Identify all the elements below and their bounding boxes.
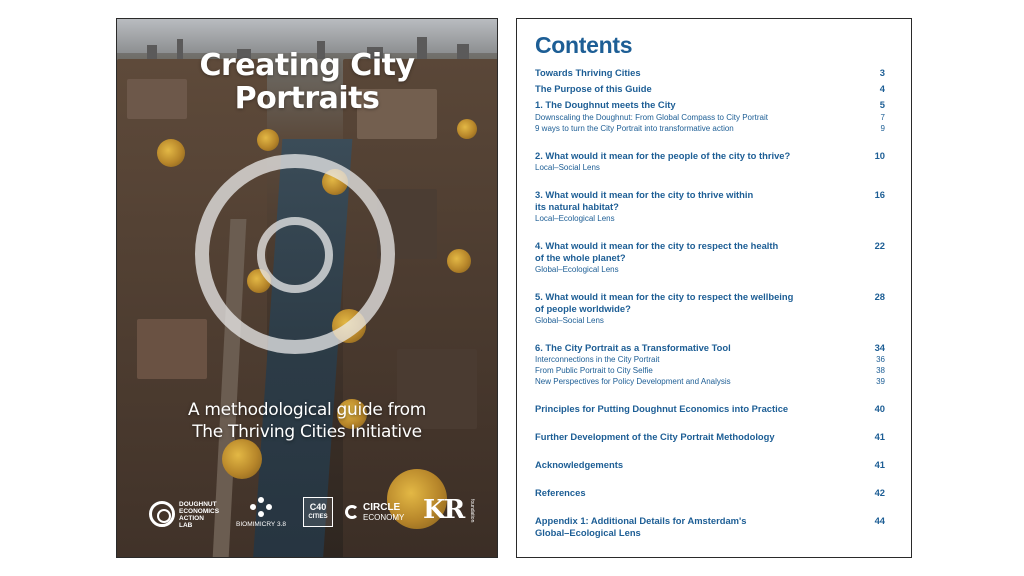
cover-tree	[157, 139, 185, 167]
cover-title	[117, 49, 497, 115]
toc-page-number: 7	[880, 113, 885, 122]
cover-page	[116, 18, 498, 558]
cover-subtitle-line: The Thriving Cities Initiative	[192, 422, 422, 442]
toc-entry-title-line: 6. The City Portrait as a Transformative Tool	[535, 342, 731, 353]
toc-subentry[interactable]	[535, 376, 885, 387]
cover-title-line: Creating City	[199, 48, 415, 83]
toc-subentry[interactable]	[535, 315, 885, 326]
toc-entry[interactable]	[535, 99, 885, 111]
toc-entry-title	[535, 112, 768, 123]
toc-entry-title	[535, 189, 753, 213]
toc-subentry[interactable]	[535, 264, 885, 275]
toc-page-number: 42	[874, 487, 885, 498]
logo-text: KR	[423, 495, 464, 525]
toc-page-number: 10	[874, 150, 885, 161]
contents-page	[516, 18, 912, 558]
cover-tree	[257, 129, 279, 151]
toc-entry-title	[535, 99, 676, 111]
logo-text: BIOMIMICRY 3.8	[236, 521, 286, 528]
toc-entry[interactable]	[535, 342, 885, 354]
toc-page-number: 16	[874, 189, 885, 200]
toc-page-number: 34	[874, 342, 885, 353]
toc-entry-title	[535, 162, 600, 173]
toc-page-number: 5	[879, 99, 885, 110]
toc-entry-title-line: of people worldwide?	[535, 303, 631, 314]
toc-entry-title	[535, 431, 775, 443]
toc-entry-title-line: 2. What would it mean for the people of the city to thrive?	[535, 150, 791, 161]
logo-text: ECONOMY	[363, 513, 405, 522]
cover-roof	[137, 319, 207, 379]
toc-page-number: 36	[876, 355, 885, 364]
toc-entry-title	[535, 354, 660, 365]
toc-entry-title-line: 5. What would it mean for the city to respect the wellbeing	[535, 291, 794, 302]
toc-page-number: 40	[874, 403, 885, 414]
c40-cities-logo	[303, 497, 333, 527]
toc-entry-title-line: Interconnections in the City Portrait	[535, 355, 660, 364]
toc-entry[interactable]	[535, 459, 885, 471]
toc-page-number: 22	[874, 240, 885, 251]
toc-entry-title-line: 3. What would it mean for the city to thrive within	[535, 189, 754, 200]
cover-subtitle-line: A methodological guide from	[187, 400, 427, 420]
toc-page-number: 4	[879, 83, 885, 94]
toc-entry-title-line: Principles for Putting Doughnut Economics into Practice	[535, 403, 789, 414]
toc-entry-title-line: its natural habitat?	[535, 201, 619, 212]
doughnut-logo-icon	[149, 501, 175, 527]
cover-tree	[457, 119, 477, 139]
cover-tree	[222, 439, 262, 479]
toc-entry-title	[535, 342, 731, 354]
toc-entry-title	[535, 240, 778, 264]
toc-entry[interactable]	[535, 189, 885, 213]
toc-entry-title	[535, 315, 604, 326]
contents-title: Contents	[535, 32, 633, 58]
toc-entry-title	[535, 487, 586, 499]
toc-entry-title-line: Further Development of the City Portrait Methodology	[535, 431, 775, 442]
toc-page-number: 3	[879, 67, 885, 78]
toc-entry-title-line: 1. The Doughnut meets the City	[535, 99, 676, 110]
toc-entry-title	[535, 376, 731, 387]
logo-text: CITIES	[308, 514, 328, 520]
doughnut-inner-ring-icon	[257, 217, 333, 293]
toc-entry-title	[535, 213, 615, 224]
logo-text: foundation	[469, 499, 475, 523]
logo-text: CIRCLE	[363, 502, 401, 513]
toc-entry-title-line: Global–Ecological Lens	[535, 265, 619, 274]
toc-page-number: 28	[874, 291, 885, 302]
cover-tree	[447, 249, 471, 273]
toc-entry-title-line: Local–Ecological Lens	[535, 214, 615, 223]
toc-entry-title-line: The Purpose of this Guide	[535, 83, 652, 94]
toc-entry-title-line: 4. What would it mean for the city to respect the health	[535, 240, 779, 251]
toc-entry-title-line: of the whole planet?	[535, 252, 626, 263]
toc-subentry[interactable]	[535, 213, 885, 224]
toc-entry-title-line: Global–Ecological Lens	[535, 527, 641, 538]
toc-entry[interactable]	[535, 83, 885, 95]
biomimicry-logo	[229, 497, 293, 528]
toc-entry-title-line: Appendix 1: Additional Details for Amsterdam's	[535, 515, 747, 526]
toc-entry[interactable]	[535, 487, 885, 499]
toc-subentry[interactable]	[535, 123, 885, 134]
toc-page-number: 41	[874, 459, 885, 470]
logo-text: ACTION	[179, 515, 204, 522]
cover-title-line: Portraits	[234, 81, 380, 116]
toc-entry-title	[535, 459, 623, 471]
toc-entry-title-line: Towards Thriving Cities	[535, 67, 641, 78]
contents-list	[535, 67, 885, 539]
logo-text: DOUGHNUT	[179, 501, 217, 508]
toc-entry[interactable]	[535, 431, 885, 443]
toc-page-number: 39	[876, 377, 885, 386]
cover-subtitle	[117, 399, 497, 443]
toc-page-number: 9	[880, 124, 885, 133]
toc-entry-title-line: Global–Social Lens	[535, 316, 604, 325]
toc-entry-title-line: Downscaling the Doughnut: From Global Compass to City Portrait	[535, 113, 768, 122]
toc-entry-title	[535, 291, 793, 315]
toc-entry-title	[535, 403, 788, 415]
toc-entry[interactable]	[535, 403, 885, 415]
toc-entry-title	[535, 67, 641, 79]
partner-logos	[117, 493, 497, 553]
logo-text: LAB	[179, 522, 193, 529]
toc-entry[interactable]	[535, 291, 885, 315]
toc-subentry[interactable]	[535, 354, 885, 365]
toc-page-number: 44	[874, 515, 885, 526]
toc-entry-title	[535, 150, 790, 162]
toc-entry[interactable]	[535, 240, 885, 264]
logo-text: ECONOMICS	[179, 508, 220, 515]
toc-entry-title	[535, 365, 653, 376]
toc-page-number: 38	[876, 366, 885, 375]
toc-subentry[interactable]	[535, 162, 885, 173]
toc-entry-title-line: From Public Portrait to City Selfie	[535, 366, 653, 375]
toc-entry-title-line: Acknowledgements	[535, 459, 624, 470]
toc-entry-title	[535, 83, 652, 95]
logo-text: C40	[309, 502, 327, 512]
biomimicry-mark-icon	[250, 497, 272, 517]
toc-entry-title-line: References	[535, 487, 586, 498]
toc-entry-title-line: 9 ways to turn the City Portrait into transformative action	[535, 124, 734, 133]
toc-entry-title-line: New Perspectives for Policy Development and Analysis	[535, 377, 731, 386]
toc-subentry[interactable]	[535, 365, 885, 376]
toc-entry-title	[535, 264, 619, 275]
toc-entry[interactable]	[535, 67, 885, 79]
toc-entry-title	[535, 123, 734, 134]
toc-entry-title-line: Local–Social Lens	[535, 163, 600, 172]
toc-subentry[interactable]	[535, 112, 885, 123]
circle-economy-mark-icon	[345, 505, 359, 519]
toc-entry[interactable]	[535, 515, 885, 539]
toc-entry[interactable]	[535, 150, 885, 162]
toc-entry-title	[535, 515, 746, 539]
toc-page-number: 41	[874, 431, 885, 442]
